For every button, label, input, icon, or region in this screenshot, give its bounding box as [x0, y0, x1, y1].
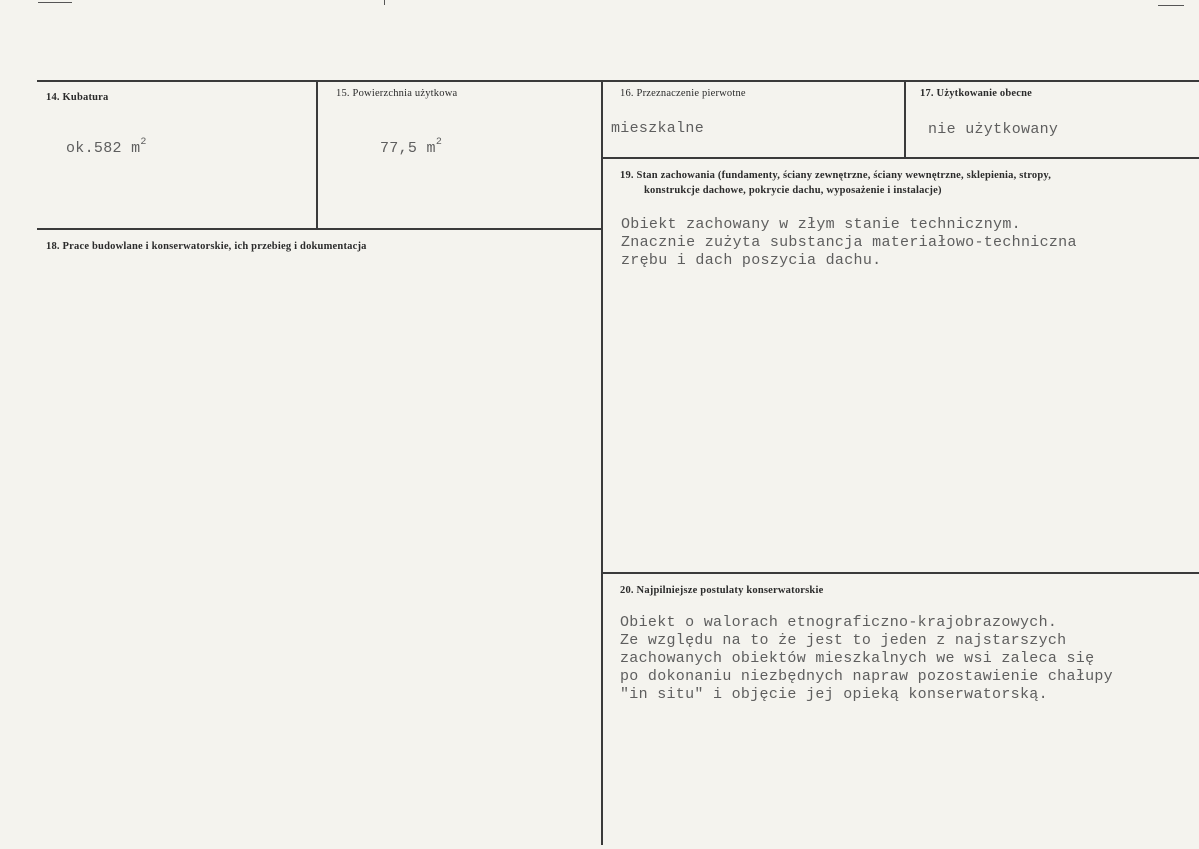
divider-16-17 [904, 80, 906, 158]
field-15-exponent: 2 [435, 137, 443, 148]
top-edge-mark-left [38, 2, 72, 3]
field-19-text-line-1: Obiekt zachowany w złym stanie technicznym. [621, 216, 1021, 233]
center-divider [601, 80, 603, 845]
field-14-value [66, 134, 147, 157]
top-edge-mark-right [1158, 5, 1184, 6]
field-16-value: mieszkalne [611, 120, 705, 137]
field-19-label-line2: konstrukcje dachowe, pokrycie dachu, wyposażenie i instalacje) [644, 185, 942, 196]
field-20-text-line-5: "in situ" i objęcie jej opieką konserwatorską. [620, 686, 1048, 703]
field-15-value-text: 77,5 m [380, 140, 436, 157]
field-17-value: nie użytkowany [928, 121, 1059, 138]
field-20-text-line-3: zachowanych obiektów mieszkalnych we wsi zaleca się [620, 650, 1095, 667]
field-18-label: 18. Prace budowlane i konserwatorskie, ich przebieg i dokumentacja [46, 241, 367, 252]
divider-14-15 [316, 80, 318, 229]
field-15-value [380, 134, 442, 157]
row1-right-bottom-line [603, 157, 1199, 159]
field-14-exponent: 2 [140, 137, 147, 148]
field-16-label: 16. Przeznaczenie pierwotne [620, 88, 746, 99]
top-border-line [37, 80, 1199, 82]
field-17-label: 17. Użytkowanie obecne [920, 88, 1033, 99]
field-19-text-line-3: zrębu i dach poszycia dachu. [621, 252, 882, 269]
section20-top-line [603, 572, 1199, 574]
field-19-label-line1: 19. Stan zachowania (fundamenty, ściany zewnętrzne, ściany wewnętrzne, sklepienia, stropy, [620, 170, 1052, 181]
field-20-text-line-2: Ze względu na to że jest to jeden z najstarszych [620, 632, 1067, 649]
field-15-label: 15. Powierzchnia użytkowa [336, 88, 458, 99]
field-19-text-line-2: Znacznie zużyta substancja materiałowo-techniczna [621, 234, 1077, 251]
field-14-label: 14. Kubatura [46, 92, 109, 103]
field-20-text-line-4: po dokonaniu niezbędnych napraw pozostawienie chałupy [620, 668, 1113, 685]
field-20-text-line-1: Obiekt o walorach etnograficzno-krajobrazowych. [620, 614, 1058, 631]
field-14-value-text: ok.582 m [66, 140, 141, 157]
top-edge-mark-center [384, 0, 385, 5]
field-20-label: 20. Najpilniejsze postulaty konserwatorskie [620, 585, 824, 596]
row1-left-bottom-line [37, 228, 603, 230]
